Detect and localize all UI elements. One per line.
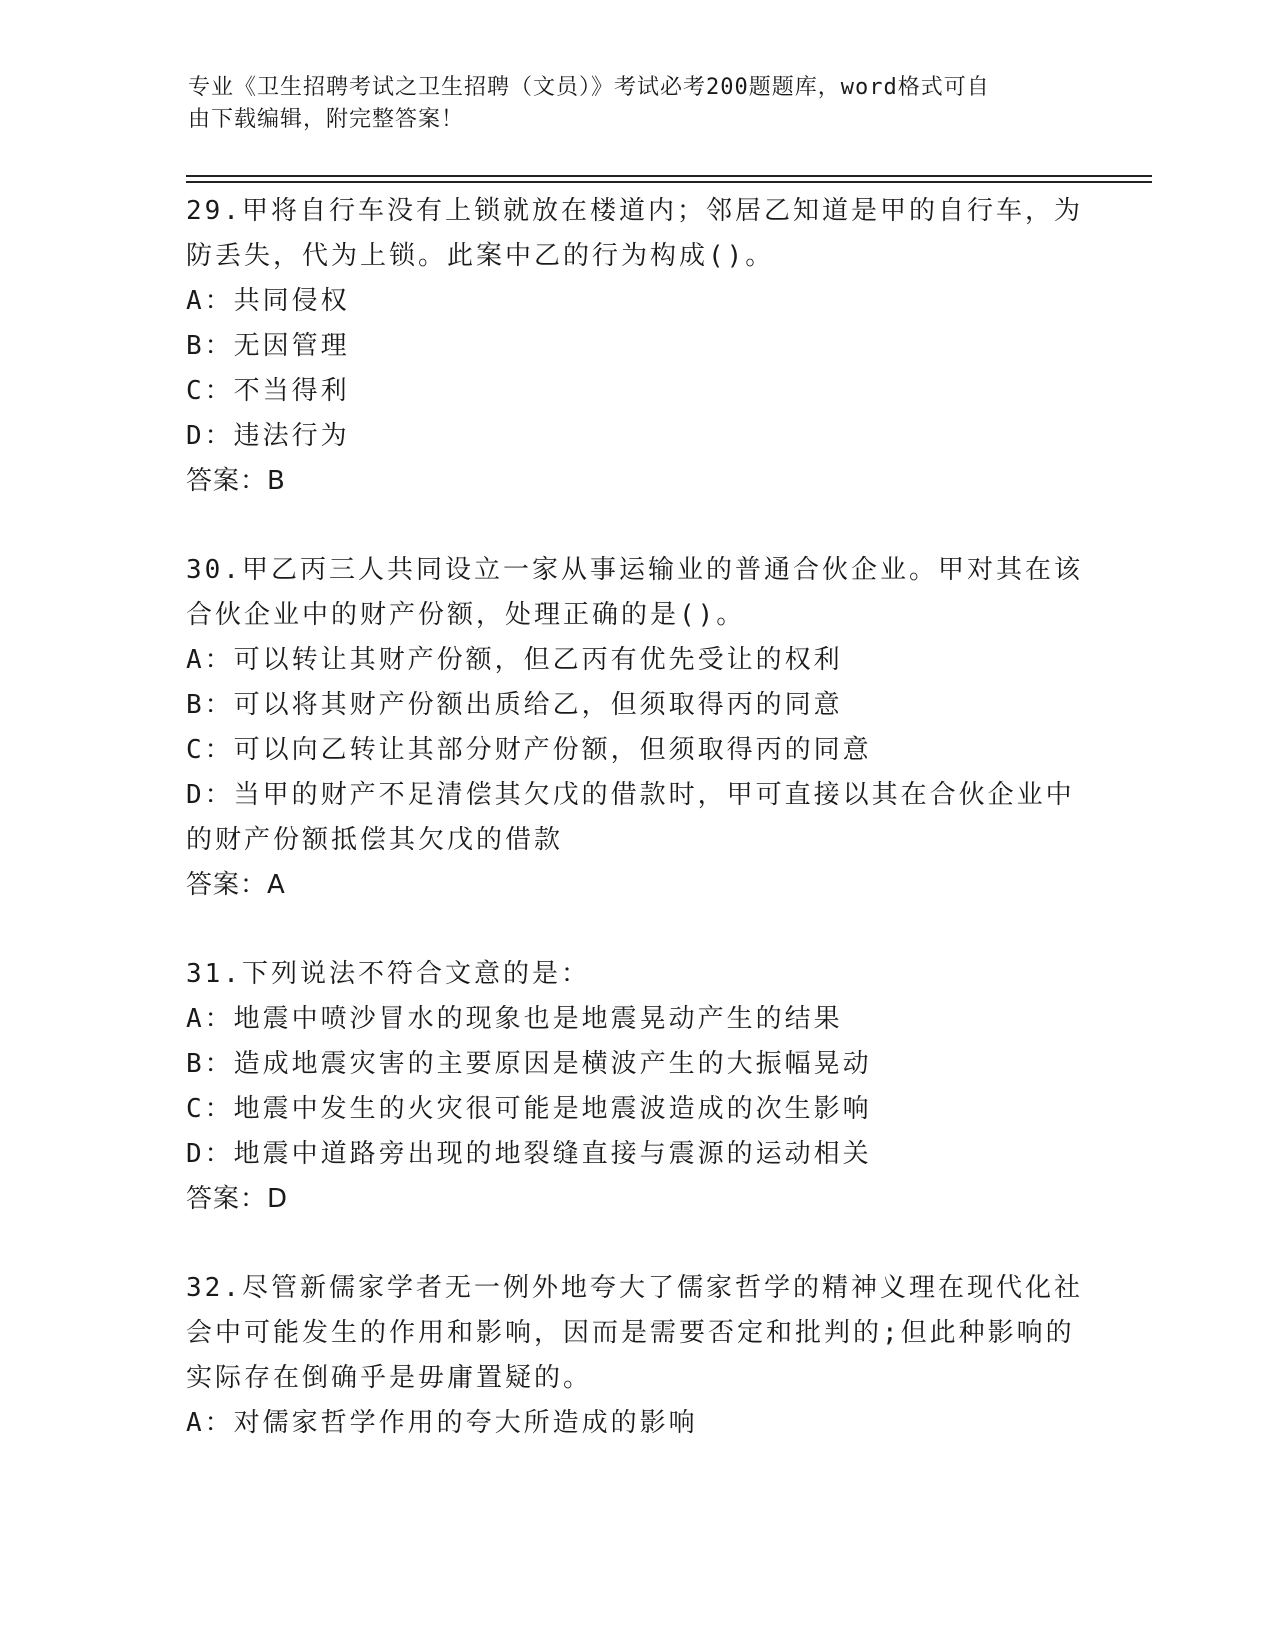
question-31 bbox=[186, 952, 1086, 1222]
question-29 bbox=[186, 189, 1086, 504]
option-d-continued: 的财产份额抵偿其欠戊的借款 bbox=[186, 825, 564, 855]
option-b: B：造成地震灾害的主要原因是横波产生的大振幅晃动 bbox=[186, 1049, 872, 1079]
stem-line: 32.尽管新儒家学者无一例外地夸大了儒家哲学的精神义理在现代化社 bbox=[186, 1273, 1083, 1303]
stem-line: 30.甲乙丙三人共同设立一家从事运输业的普通合伙企业。甲对其在该 bbox=[186, 555, 1083, 585]
answer-line: 答案：D bbox=[186, 1184, 289, 1214]
stem-line: 合伙企业中的财产份额，处理正确的是()。 bbox=[186, 600, 746, 630]
option-b: B：可以将其财产份额出质给乙，但须取得丙的同意 bbox=[186, 690, 843, 720]
option-d: D：地震中道路旁出现的地裂缝直接与震源的运动相关 bbox=[186, 1139, 872, 1169]
question-30 bbox=[186, 548, 1086, 908]
stem-line: 31.下列说法不符合文意的是： bbox=[186, 959, 590, 989]
header-divider-top bbox=[186, 175, 1152, 177]
question-stem bbox=[186, 952, 1086, 997]
option-c: C：不当得利 bbox=[186, 376, 350, 406]
question-stem bbox=[186, 548, 1086, 638]
question-stem bbox=[186, 1266, 1086, 1401]
option-d: D：违法行为 bbox=[186, 421, 350, 451]
answer-line: 答案：B bbox=[186, 466, 286, 496]
document-header bbox=[188, 72, 1068, 136]
option-a: A：共同侵权 bbox=[186, 286, 350, 316]
answer-line: 答案：A bbox=[186, 870, 286, 900]
stem-line: 实际存在倒确乎是毋庸置疑的。 bbox=[186, 1363, 593, 1393]
question-32 bbox=[186, 1266, 1086, 1446]
stem-line: 会中可能发生的作用和影响，因而是需要否定和批判的;但此种影响的 bbox=[186, 1318, 1075, 1348]
header-line-1: 专业《卫生招聘考试之卫生招聘（文员）》考试必考200题题库，word格式可自 bbox=[188, 75, 990, 100]
header-divider-bottom bbox=[186, 181, 1152, 183]
header-line-2: 由下载编辑，附完整答案！ bbox=[188, 107, 465, 132]
stem-line: 防丢失，代为上锁。此案中乙的行为构成()。 bbox=[186, 241, 775, 271]
option-a: A：可以转让其财产份额，但乙丙有优先受让的权利 bbox=[186, 645, 843, 675]
option-c: C：地震中发生的火灾很可能是地震波造成的次生影响 bbox=[186, 1094, 872, 1124]
option-a: A：对儒家哲学作用的夸大所造成的影响 bbox=[186, 1408, 698, 1438]
option-d: D：当甲的财产不足清偿其欠戊的借款时，甲可直接以其在合伙企业中 bbox=[186, 780, 1075, 810]
option-a: A：地震中喷沙冒水的现象也是地震晃动产生的结果 bbox=[186, 1004, 843, 1034]
option-b: B：无因管理 bbox=[186, 331, 350, 361]
question-list bbox=[186, 189, 1086, 1490]
question-stem bbox=[186, 189, 1086, 279]
option-c: C：可以向乙转让其部分财产份额，但须取得丙的同意 bbox=[186, 735, 872, 765]
stem-line: 29.甲将自行车没有上锁就放在楼道内；邻居乙知道是甲的自行车，为 bbox=[186, 196, 1083, 226]
